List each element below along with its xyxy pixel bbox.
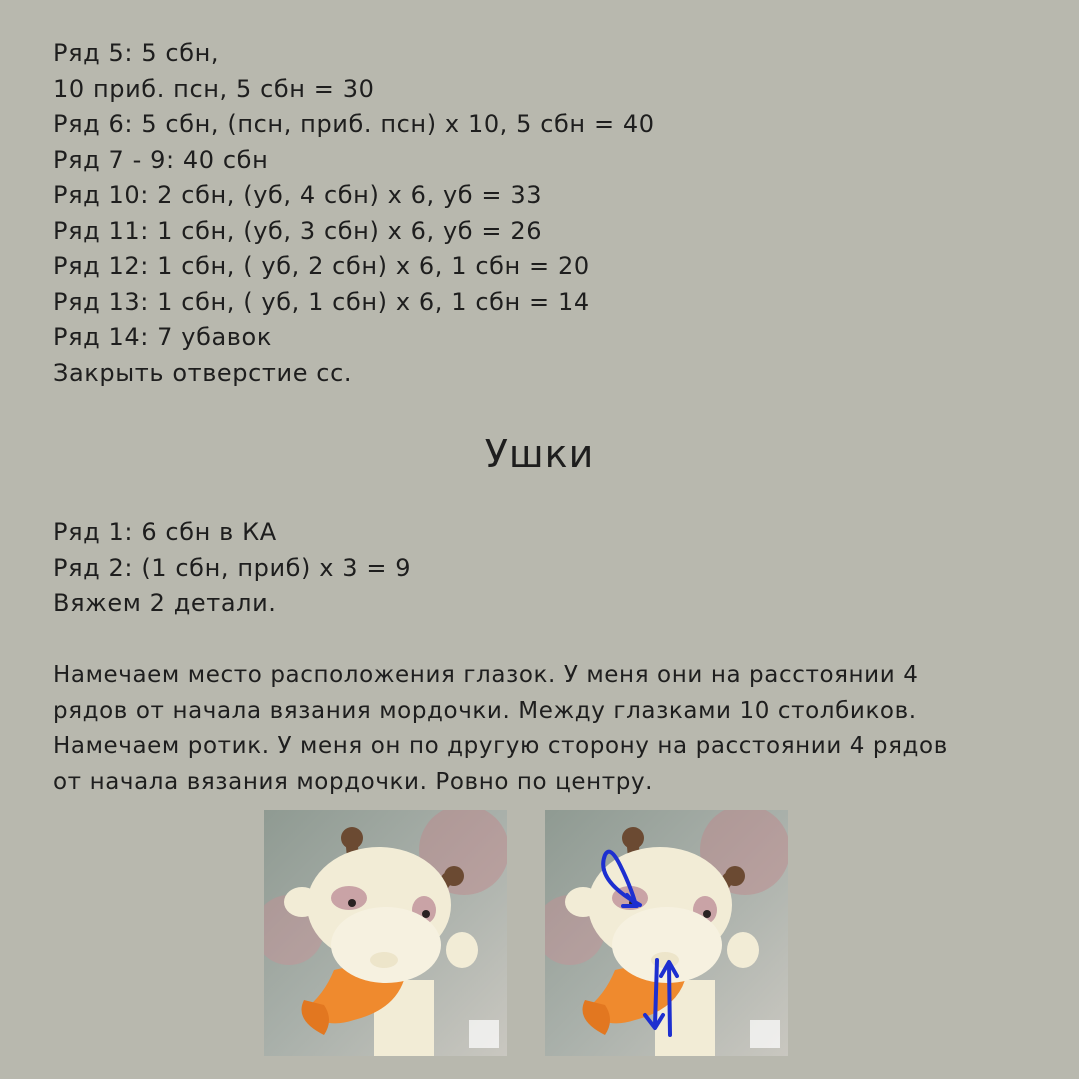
giraffe-photo-plain <box>264 810 507 1056</box>
arrow-mouth-up <box>669 965 670 1035</box>
row-line: 10 приб. псн, 5 сбн = 30 <box>53 74 375 103</box>
ears-rows <box>53 515 1013 622</box>
row-line: Ряд 14: 7 убавок <box>53 323 272 351</box>
row-line: Ряд 12: 1 сбн, ( уб, 2 сбн) х 6, 1 сбн = 20 <box>53 252 590 280</box>
instruction-line: рядов от начала вязания мордочки. Между глазками 10 столбиков. <box>53 697 917 724</box>
giraffe-photo-annotated <box>545 810 788 1056</box>
ears-row-line: Ряд 2: (1 сбн, приб) х 3 = 9 <box>53 553 412 582</box>
ears-row-line: Ряд 1: 6 сбн в КА <box>53 518 277 546</box>
row-line: Ряд 6: 5 сбн, (псн, приб. псн) х 10, 5 сбн = 40 <box>53 110 655 138</box>
instructions-paragraph <box>53 658 1033 800</box>
ears-row-line: Вяжем 2 детали. <box>53 589 277 617</box>
arrow-mouth-down <box>655 960 657 1025</box>
section-title-ears: Ушки <box>484 432 595 476</box>
row-line: Ряд 7 - 9: 40 сбн <box>53 145 269 174</box>
row-line: Ряд 11: 1 сбн, (уб, 3 сбн) х 6, уб = 26 <box>53 216 543 245</box>
row-line: Ряд 13: 1 сбн, ( уб, 1 сбн) х 6, 1 сбн = 14 <box>53 287 590 316</box>
instruction-line: Намечаем место расположения глазок. У меня они на расстоянии 4 <box>53 662 919 688</box>
row-line: Закрыть отверстие сс. <box>53 358 353 387</box>
instruction-line: от начала вязания мордочки. Ровно по центру. <box>53 768 654 795</box>
instruction-line: Намечаем ротик. У меня он по другую сторону на расстоянии 4 рядов <box>53 733 948 759</box>
row-line: Ряд 10: 2 сбн, (уб, 4 сбн) х 6, уб = 33 <box>53 181 543 209</box>
body-rows <box>53 36 1013 391</box>
row-line: Ряд 5: 5 сбн, <box>53 39 220 67</box>
